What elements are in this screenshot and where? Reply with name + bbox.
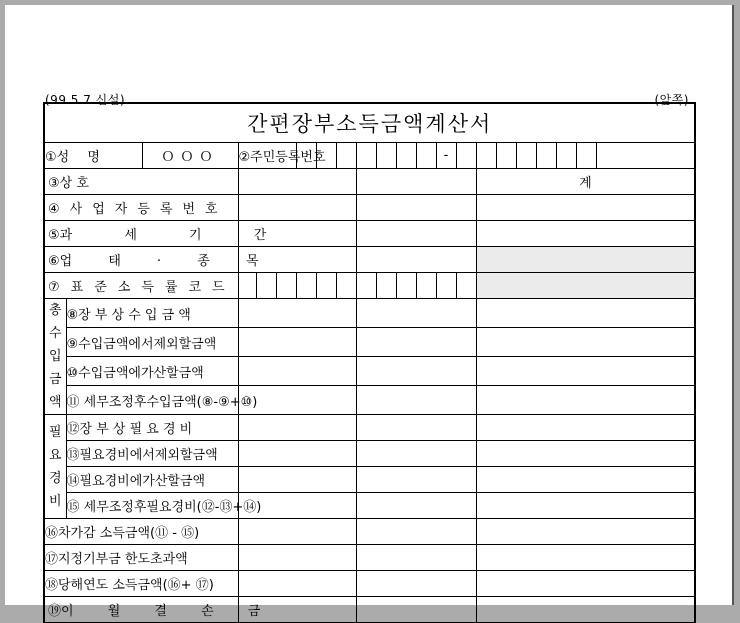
row-year-income <box>44 571 695 597</box>
loss-carryover-label <box>44 597 261 623</box>
rate-code-digit[interactable] <box>396 273 416 299</box>
row-income-3 <box>44 357 695 386</box>
group-char: 경 <box>48 470 62 486</box>
book-revenue-total[interactable] <box>476 299 695 328</box>
expense-deduction-total[interactable] <box>476 441 695 467</box>
row-income-2 <box>44 328 695 357</box>
book-revenue-cell-2[interactable] <box>356 299 476 328</box>
expenses-group-label <box>44 415 66 519</box>
business-number-cell-2[interactable] <box>356 195 476 221</box>
rate-code-digit[interactable] <box>456 273 476 299</box>
form-title: 간편장부소득금액계산서 <box>44 103 695 143</box>
year-income-label: ⑱당해연도 소득금액(⑯+ ⑰) <box>44 571 238 597</box>
revenue-addition-cell-2[interactable] <box>356 357 476 386</box>
total-column-header: 계 <box>476 169 695 195</box>
resident-id-label: ②주민등록번호 <box>238 143 296 169</box>
net-income-total[interactable] <box>476 519 695 545</box>
resident-id-digit[interactable] <box>416 143 436 169</box>
net-income-label: ⑯차가감 소득금액(⑪ - ⑮) <box>44 519 238 545</box>
rate-code-digit[interactable] <box>238 273 256 299</box>
rate-code-digit[interactable] <box>416 273 436 299</box>
revenue-addition-cell-1[interactable] <box>238 357 356 386</box>
loss-carryover-label-text: ⑲이 월 결 손 금 <box>48 604 261 619</box>
row-business-type <box>44 247 695 273</box>
resident-id-digit[interactable] <box>476 143 496 169</box>
shop-name-label <box>44 169 238 195</box>
rate-code-digit[interactable] <box>276 273 296 299</box>
group-char: 금 <box>48 372 62 387</box>
revenue-deduction-total[interactable] <box>476 328 695 357</box>
loss-carryover-cell-2[interactable] <box>356 597 476 623</box>
row-expense-2 <box>44 441 695 467</box>
revenue-addition-label: ⑩수입금액에가산할금액 <box>66 357 238 386</box>
adjusted-expense-cell-2[interactable] <box>356 493 476 519</box>
year-income-cell-1[interactable] <box>238 571 356 597</box>
resident-id-digit[interactable] <box>556 143 576 169</box>
book-expense-label: ⑫장 부 상 필 요 경 비 <box>66 415 238 441</box>
shop-name-cell-2[interactable] <box>356 169 476 195</box>
rate-code-digit[interactable] <box>256 273 276 299</box>
row-shop-name <box>44 169 695 195</box>
resident-id-digit[interactable] <box>596 143 695 169</box>
row-business-number <box>44 195 695 221</box>
business-number-label-text: ④사업자등록번호 <box>48 202 228 217</box>
donation-excess-cell-1[interactable] <box>238 545 356 571</box>
rate-code-digit[interactable] <box>336 273 356 299</box>
expense-addition-cell-2[interactable] <box>356 467 476 493</box>
group-char: 비 <box>48 493 62 509</box>
rate-code-digit[interactable] <box>436 273 456 299</box>
adjusted-expense-label: ⑮ 세무조정후필요경비(⑫-⑬+⑭) <box>66 493 238 519</box>
rate-code-digit[interactable] <box>316 273 336 299</box>
resident-id-digit[interactable] <box>576 143 596 169</box>
adjusted-revenue-total[interactable] <box>476 386 695 415</box>
year-income-cell-2[interactable] <box>356 571 476 597</box>
row-expense-3 <box>44 467 695 493</box>
tax-period-total[interactable] <box>476 221 695 247</box>
total-income-group-label <box>44 299 66 415</box>
book-revenue-cell-1[interactable] <box>238 299 356 328</box>
rate-code-digit[interactable] <box>296 273 316 299</box>
book-expense-cell-2[interactable] <box>356 415 476 441</box>
revenue-addition-total[interactable] <box>476 357 695 386</box>
shop-name-cell-1[interactable] <box>238 169 356 195</box>
page-side-note: (앞쪽) <box>654 93 689 107</box>
resident-id-digit[interactable] <box>496 143 516 169</box>
revenue-deduction-label: ⑨수입금액에서제외할금액 <box>66 328 238 357</box>
expense-addition-cell-1[interactable] <box>238 467 356 493</box>
row-loss-carryover <box>44 597 695 623</box>
resident-id-digit[interactable] <box>536 143 556 169</box>
tax-period-label-text: ⑤과 세 기 간 <box>48 228 267 243</box>
expense-addition-label: ⑭필요경비에가산할금액 <box>66 467 238 493</box>
row-income-4 <box>44 386 695 415</box>
row-tax-period <box>44 221 695 247</box>
expense-addition-total[interactable] <box>476 467 695 493</box>
business-number-label <box>44 195 238 221</box>
book-expense-total[interactable] <box>476 415 695 441</box>
group-char: 필 <box>48 424 62 440</box>
tax-period-label <box>44 221 267 247</box>
donation-excess-total[interactable] <box>476 545 695 571</box>
rate-code-digit[interactable] <box>376 273 396 299</box>
resident-id-digit[interactable] <box>336 143 356 169</box>
book-revenue-label: ⑧장 부 상 수 입 금 액 <box>66 299 238 328</box>
resident-id-digit[interactable] <box>376 143 396 169</box>
row-expense-1 <box>44 415 695 441</box>
row-name <box>44 143 695 169</box>
resident-id-digit[interactable] <box>456 143 476 169</box>
revenue-deduction-cell-2[interactable] <box>356 328 476 357</box>
rate-code-label-text: ⑦표준소득률코드 <box>48 280 236 295</box>
business-type-label-text: ⑥업 태 · 종 목 <box>48 254 259 269</box>
business-type-label <box>44 247 259 273</box>
income-calculation-form <box>43 102 696 623</box>
loss-carryover-total[interactable] <box>476 597 695 623</box>
rate-code-total-shaded <box>476 273 695 299</box>
resident-id-digit[interactable] <box>356 143 376 169</box>
row-donation-excess <box>44 545 695 571</box>
expense-deduction-cell-1[interactable] <box>238 441 356 467</box>
row-expense-4 <box>44 493 695 519</box>
group-char: 입 <box>48 349 62 364</box>
group-char: 수 <box>48 326 62 341</box>
business-type-cell-2[interactable] <box>356 247 476 273</box>
resident-id-digit[interactable] <box>396 143 416 169</box>
year-income-total[interactable] <box>476 571 695 597</box>
business-type-total-shaded <box>476 247 695 273</box>
group-char: 요 <box>48 447 62 463</box>
adjusted-expense-total[interactable] <box>476 493 695 519</box>
row-rate-code <box>44 273 695 299</box>
group-char: 총 <box>48 303 62 318</box>
shop-name-label-text: ③상 호 <box>48 176 89 191</box>
name-label: ①성 명 <box>44 143 142 169</box>
rate-code-label <box>44 273 238 299</box>
resident-id-digit[interactable] <box>516 143 536 169</box>
net-income-cell-1[interactable] <box>238 519 356 545</box>
revenue-deduction-cell-1[interactable] <box>238 328 356 357</box>
form-revision-note: (99.5.7.신설) <box>45 93 126 107</box>
tax-period-cell-2[interactable] <box>356 221 476 247</box>
group-char: 액 <box>48 395 62 410</box>
expense-deduction-label: ⑬필요경비에서제외할금액 <box>66 441 238 467</box>
book-expense-cell-1[interactable] <box>238 415 356 441</box>
adjusted-revenue-cell-2[interactable] <box>356 386 476 415</box>
row-net-income <box>44 519 695 545</box>
expense-deduction-cell-2[interactable] <box>356 441 476 467</box>
donation-excess-label: ⑰지정기부금 한도초과액 <box>44 545 238 571</box>
row-income-1 <box>44 299 695 328</box>
business-number-cell-1[interactable] <box>238 195 356 221</box>
donation-excess-cell-2[interactable] <box>356 545 476 571</box>
rate-code-digit[interactable] <box>356 273 376 299</box>
net-income-cell-2[interactable] <box>356 519 476 545</box>
name-value[interactable]: ＯＯＯ <box>142 143 238 169</box>
adjusted-revenue-label: ⑪ 세무조정후수입금액(⑧-⑨+⑩) <box>66 386 238 415</box>
resident-id-separator: - <box>436 143 456 169</box>
business-number-total[interactable] <box>476 195 695 221</box>
